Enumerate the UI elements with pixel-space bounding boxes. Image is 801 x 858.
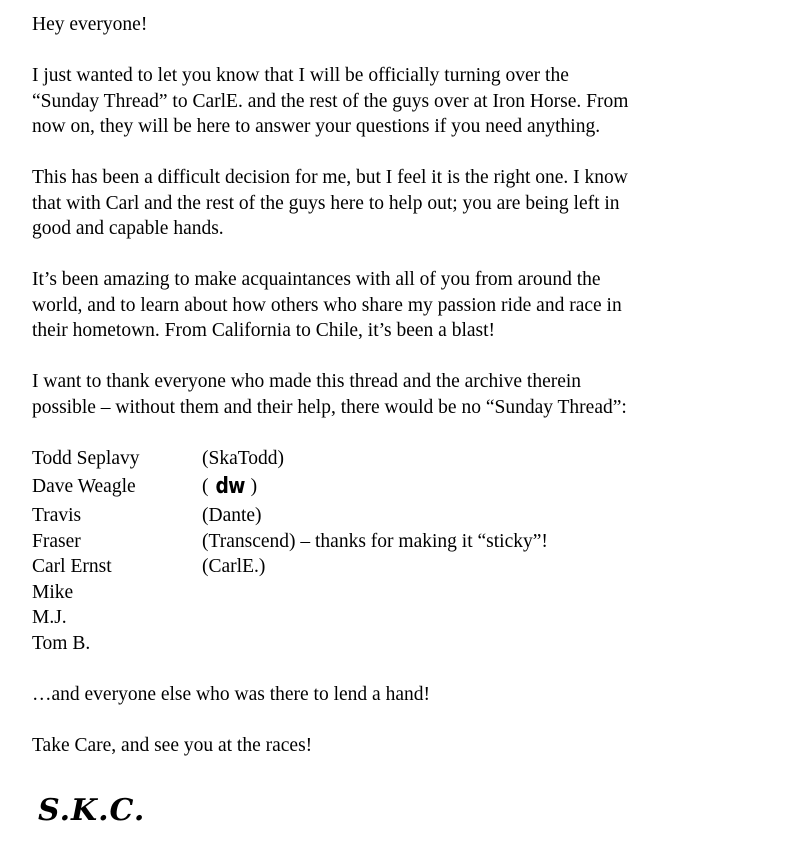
paragraph-line: now on, they will be here to answer your questions if you need anything. xyxy=(32,116,601,137)
handle-open-paren: ( xyxy=(202,476,209,498)
paragraph-line: possible – without them and their help, there would be no “Sunday Thread”: xyxy=(32,396,627,418)
greeting-text: Hey everyone! xyxy=(32,14,148,35)
person-handle: (Transcend) – thanks for making it “sticky”! xyxy=(202,530,548,552)
person-handle xyxy=(202,605,792,631)
signature: S.K.C. xyxy=(38,793,146,828)
person-handle xyxy=(202,580,792,606)
paragraph-thanks-intro xyxy=(32,369,792,420)
paragraph-line: It’s been amazing to make acquaintances with all of you from around the xyxy=(32,269,601,290)
thanks-row xyxy=(32,605,792,631)
thanks-row xyxy=(32,580,792,606)
closing xyxy=(32,733,792,759)
paragraph-line: I just wanted to let you know that I will be officially turning over the xyxy=(32,65,569,86)
dw-logo-icon: dw xyxy=(215,474,245,500)
paragraph-line: “Sunday Thread” to CarlE. and the rest of the guys over at Iron Horse. From xyxy=(32,90,629,112)
paragraph-line: This has been a difficult decision for me, but I feel it is the right one. I know xyxy=(32,167,628,188)
paragraph-decision xyxy=(32,165,792,242)
paragraph-line: their hometown. From California to Chile, it’s been a blast! xyxy=(32,320,496,341)
paragraph-turnover xyxy=(32,63,792,140)
paragraph-line: good and capable hands. xyxy=(32,218,224,239)
paragraph-everyone-else xyxy=(32,682,792,708)
person-name: Dave Weagle xyxy=(32,476,136,498)
paragraph-line: world, and to learn about how others who share my passion ride and race in xyxy=(32,294,622,316)
person-name: Travis xyxy=(32,505,82,526)
person-handle: (Dante) xyxy=(202,505,262,526)
thanks-row xyxy=(32,471,792,503)
person-name: Mike xyxy=(32,581,74,603)
paragraph-line: I want to thank everyone who made this thread and the archive therein xyxy=(32,371,582,392)
person-name: M.J. xyxy=(32,607,67,628)
greeting xyxy=(32,12,792,38)
person-handle xyxy=(202,474,792,500)
person-name: Carl Ernst xyxy=(32,556,112,577)
closing-text: Take Care, and see you at the races! xyxy=(32,734,313,756)
thanks-row xyxy=(32,554,792,580)
paragraph-line: …and everyone else who was there to lend a hand! xyxy=(32,683,430,705)
person-handle: (CarlE.) xyxy=(202,556,266,577)
handle-close-paren: ) xyxy=(250,476,258,498)
thanks-row xyxy=(32,446,792,472)
person-name: Todd Seplavy xyxy=(32,447,140,469)
thanks-row xyxy=(32,503,792,529)
person-handle xyxy=(202,631,792,657)
thanks-row xyxy=(32,631,792,657)
thanks-row xyxy=(32,529,792,555)
paragraph-line: that with Carl and the rest of the guys here to help out; you are being left in xyxy=(32,192,620,214)
letter-body xyxy=(32,12,792,784)
thanks-list xyxy=(32,446,792,657)
person-handle: (SkaTodd) xyxy=(202,447,285,469)
paragraph-acquaintances xyxy=(32,267,792,344)
person-name: Tom B. xyxy=(32,632,91,654)
person-name: Fraser xyxy=(32,530,81,552)
